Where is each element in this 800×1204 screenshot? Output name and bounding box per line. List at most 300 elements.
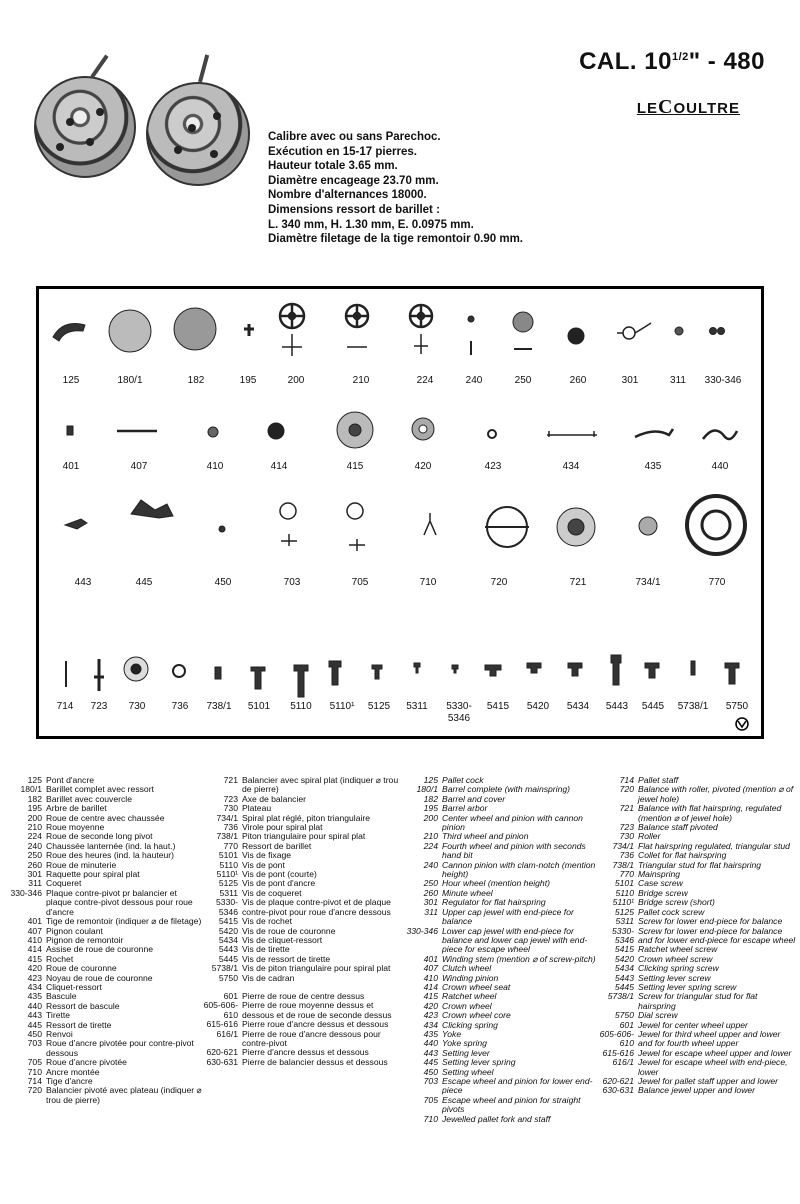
legend-part-description: Barillet avec couvercle (46, 793, 132, 804)
legend-part-description: Bridge screw (short) (638, 897, 715, 908)
legend-part-number: 620-621 (206, 1047, 238, 1058)
legend-row (4, 889, 204, 917)
legend-part-number: 401 (27, 916, 42, 927)
legend-part-number: 710 (423, 1113, 438, 1124)
legend-part-description: Renvoi (46, 1028, 73, 1039)
legend-part-description: Clicking spring screw (638, 963, 719, 974)
part-number: 5445 (641, 701, 665, 712)
legend-french-col1 (4, 776, 204, 1105)
specifications (268, 130, 523, 247)
part-414-crown-wheel-seat-icon (268, 423, 284, 439)
part-195-barrel-arbor-icon (244, 324, 254, 336)
legend-part-description: Vis de fixage (242, 850, 292, 861)
part-5415-ratchet-screw-icon (485, 665, 501, 676)
legend-part-number: 615-616 (602, 1047, 634, 1058)
legend-part-description: Winding pinion (442, 972, 499, 983)
legend-part-description: Pierre de roue d'ancre dessous pour contre-pivot (242, 1028, 381, 1048)
legend-part-number: 423 (27, 972, 42, 983)
part-734-1-flat-hairspring-icon (639, 517, 657, 535)
winding-stem-image-1 (90, 55, 108, 79)
legend-part-description: Vis de pont (courte) (242, 869, 317, 880)
spec-line: Diamètre filetage de la tige remontoir 0.90 mm. (268, 233, 523, 246)
legend-part-number: 410 (27, 934, 42, 945)
legend-part-description: Roue de seconde long pivot (46, 831, 153, 842)
legend-part-number: 414 (27, 944, 42, 955)
legend-part-number: 240 (27, 840, 42, 851)
legend-part-description: Escape wheel and pinion for straight pivots (442, 1094, 581, 1115)
legend-part-number: 5330-5346 (216, 897, 238, 917)
legend-part-number: 330-346 (10, 887, 42, 898)
legend-part-number: 770 (223, 840, 238, 851)
part-5311-screw-icon (414, 663, 420, 673)
part-number: 5434 (566, 701, 590, 712)
legend-part-number: 703 (27, 1038, 42, 1049)
legend-part-number: 605-606-610 (203, 1000, 238, 1020)
legend-part-description: Barillet complet avec ressort (46, 784, 154, 795)
legend-part-description: Roue des heures (ind. la hauteur) (46, 850, 175, 861)
legend-part-number: 182 (27, 793, 42, 804)
legend-part-number: 5125 (614, 906, 634, 917)
part-210-third-wheel-icon (346, 305, 368, 347)
legend-row (400, 1096, 600, 1115)
legend-part-number: 450 (27, 1028, 42, 1039)
legend-part-description: Setting lever spring screw (638, 981, 737, 992)
part-721-balance-spring-icon (557, 508, 595, 546)
legend-part-description: Barrel complete (with mainspring) (442, 784, 570, 795)
legend-row (400, 842, 600, 861)
legend-part-number: 125 (27, 775, 42, 785)
part-5750-dial-screw-icon (725, 663, 739, 684)
part-number: 410 (206, 461, 224, 472)
legend-part-description: Vis de ressort de tirette (242, 953, 331, 964)
legend-part-number: 734/1 (216, 812, 238, 823)
part-number: 311 (670, 375, 686, 386)
legend-row (596, 992, 796, 1011)
legend-part-number: 250 (27, 850, 42, 861)
part-736-collet-icon (173, 665, 185, 677)
part-125-pallet-cock-icon (53, 324, 85, 342)
part-311-cap-jewel-icon (675, 327, 683, 335)
legend-english-col1 (400, 776, 600, 1124)
legend-part-number: 738/1 (216, 831, 238, 842)
legend-part-number: 420 (27, 963, 42, 974)
legend-part-number: 224 (423, 840, 438, 851)
legend-part-number: 705 (27, 1057, 42, 1068)
legend-part-description: Coqueret (46, 878, 82, 889)
part-number: 738/1 (206, 701, 232, 712)
movement-bridge-side-image (146, 82, 250, 186)
legend-part-description: Ancre montée (46, 1066, 100, 1077)
legend-part-description: Balance with roller, pivoted (mention ⌀ of jewel hole) (638, 784, 794, 804)
parts-panel (36, 286, 764, 739)
part-738-1-stud-icon (215, 667, 221, 679)
legend-part-description: Pignon coulant (46, 925, 103, 936)
legend-part-description: Bascule (46, 991, 77, 1002)
legend-part-number: 311 (424, 906, 438, 917)
legend-part-number: 5110¹ (216, 869, 238, 880)
legend-part-number: 180/1 (416, 784, 438, 795)
legend-part-number: 734/1 (612, 840, 634, 851)
part-number: 730 (128, 701, 146, 712)
legend-part-number: 182 (423, 793, 438, 804)
legend-part-description: Plateau (242, 803, 272, 814)
legend-row (596, 1030, 796, 1049)
legend-row (200, 974, 400, 983)
part-number: 723 (90, 701, 108, 712)
part-number: 5750 (725, 701, 749, 712)
legend-part-number: 414 (423, 981, 438, 992)
part-number: 705 (351, 577, 369, 588)
legend-part-number: 720 (619, 784, 634, 795)
legend-part-number: 5110 (615, 887, 634, 898)
part-number: 420 (414, 461, 432, 472)
legend-part-description: Setting lever (442, 1047, 490, 1058)
legend-part-number: 616/1 (612, 1057, 634, 1068)
part-5445-setting-spring-screw-icon (645, 663, 659, 678)
legend-part-description: Rochet (46, 953, 74, 964)
part-number: 330-346 (704, 375, 742, 386)
legend-part-number: 410 (423, 972, 438, 983)
legend-part-number: 5443 (218, 944, 238, 955)
legend-row (4, 1086, 204, 1105)
legend-part-description: Screw for lower end-piece for balance (638, 916, 783, 927)
legend-row (200, 1030, 400, 1049)
legend-part-description: Setting lever spring (442, 1057, 516, 1068)
legend-part-number: 620-621 (602, 1076, 634, 1086)
part-number: 5415 (486, 701, 510, 712)
legend-part-number: 705 (423, 1094, 438, 1105)
legend-part-description: Pignon de remontoir (46, 934, 124, 945)
legend-row (400, 814, 600, 833)
legend-part-number: 443 (423, 1047, 438, 1058)
legend-part-number: 5415 (614, 944, 634, 955)
legend-part-description: Balancier avec spiral plat (indiquer ⌀ trou de pierre) (242, 775, 399, 795)
part-number: 770 (708, 577, 726, 588)
legend-part-number: 450 (423, 1066, 438, 1077)
legend-part-number: 415 (27, 953, 42, 964)
legend-part-description: Collet for flat hairspring (638, 850, 727, 861)
legend-part-number: 5311 (219, 887, 238, 898)
part-number: 714 (56, 701, 74, 712)
legend-english-col2 (596, 776, 796, 1096)
legend-part-description: Crown wheel seat (442, 981, 511, 992)
legend-part-number: 605-606-610 (599, 1028, 634, 1049)
legend-part-description: Balance jewel upper and lower (638, 1085, 756, 1096)
legend-part-description: Barrel arbor (442, 803, 488, 814)
legend-part-description: Balance with flat hairspring, regulated (mention ⌀ of jewel hole) (638, 803, 782, 823)
part-5420-crown-screw-icon (527, 663, 541, 673)
legend-part-number: 435 (423, 1028, 438, 1039)
movement-dial-side-image (34, 76, 136, 178)
legend-part-description: Vis de piton triangulaire pour spiral plat (242, 963, 391, 974)
legend-part-description: Roue de couronne (46, 963, 117, 974)
legend-part-description: Ratchet wheel screw (638, 944, 718, 955)
part-number: 407 (130, 461, 148, 472)
legend-part-number: 5311 (615, 916, 634, 927)
legend-part-description: Jewel for third wheel upper and lower and for fourth wheel upper (638, 1028, 781, 1049)
legend-part-description: Setting lever screw (638, 972, 711, 983)
legend-part-number: 210 (27, 822, 42, 833)
legend-part-description: Ressort de tirette (46, 1019, 112, 1030)
legend-part-description: Ressort de bascule (46, 1000, 120, 1011)
part-240-cannon-pinion-icon (468, 316, 474, 322)
legend-part-description: Pierre d'ancre dessus et dessous (242, 1047, 369, 1058)
part-180-1-barrel-icon (109, 310, 151, 352)
part-720-balance-icon (485, 507, 529, 547)
part-number: 210 (352, 375, 370, 386)
part-443-setting-lever-icon (65, 519, 87, 529)
legend-part-number: 200 (423, 812, 438, 823)
legend-part-number: 5750 (614, 1010, 634, 1021)
legend-part-description: Vis de cliquet-ressort (242, 934, 323, 945)
part-420-crown-wheel-icon (412, 418, 434, 440)
legend-part-description: Flat hairspring regulated, triangular stud (638, 840, 790, 851)
legend-row (200, 1058, 400, 1067)
legend-part-description: Triangular stud for flat hairspring (638, 859, 762, 870)
legend-row (596, 927, 796, 946)
part-number: 5311 (406, 701, 428, 712)
legend-row (400, 1077, 600, 1096)
part-5110-bridge-screw-icon (294, 665, 308, 697)
part-number: 5420 (526, 701, 550, 712)
legend-part-number: 616/1 (216, 1028, 238, 1039)
legend-part-description: Regulator for flat hairspring (442, 897, 546, 908)
part-number: 5738/1 (677, 701, 709, 712)
legend-part-description: Vis de rochet (242, 916, 293, 927)
part-5330-5346-screw-icon (452, 665, 458, 673)
part-410-winding-pinion-icon (208, 427, 218, 437)
legend-part-description: Crown wheel (442, 1000, 492, 1011)
legend-part-description: Tige d'ancre (46, 1076, 93, 1086)
legend-part-description: Balancier pivoté avec plateau (indiquer ⌀ trou de pierre) (46, 1085, 202, 1105)
legend-part-number: 445 (27, 1019, 42, 1030)
part-number: 443 (74, 577, 92, 588)
part-number: 5110¹ (329, 701, 355, 712)
legend-part-description: Fourth wheel and pinion with seconds hand bit (442, 840, 586, 861)
legend-part-number: 435 (27, 991, 42, 1002)
legend-part-description: Ressort de barillet (242, 840, 312, 851)
legend-part-number: 730 (619, 831, 634, 842)
part-730-roller-icon (124, 657, 148, 681)
part-number: 5443 (605, 701, 629, 712)
part-number: 250 (514, 375, 532, 386)
legend-part-description: Jewelled pallet fork and staff (442, 1113, 551, 1124)
legend-part-number: 415 (423, 991, 438, 1002)
legend-part-number: 240 (423, 859, 438, 870)
legend-part-description: Vis de tirette (242, 944, 290, 955)
legend-part-number: 710 (27, 1066, 42, 1077)
legend-part-description: Clicking spring (442, 1019, 498, 1030)
spec-line: Calibre avec ou sans Parechoc. (268, 131, 441, 143)
legend-part-description: Axe de balancier (242, 793, 307, 804)
calibre-title: CAL. $10^{1/2}$" - 480 (579, 48, 765, 75)
legend-part-description: Roue moyenne (46, 822, 105, 833)
spec-line: Hauteur totale 3.65 mm. (268, 160, 398, 173)
legend-part-number: 721 (619, 803, 634, 814)
legend-part-description: Arbre de barillet (46, 803, 107, 814)
legend-part-description: Piton triangulaire pour spiral plat (242, 831, 366, 842)
legend-part-description: Jewel for escape wheel with end-piece, lower (638, 1057, 788, 1077)
legend-part-description: Tirette (46, 1010, 71, 1021)
legend-part-description: Pierre de balancier dessus et dessous (242, 1056, 388, 1067)
legend-part-description: Hour wheel (mention height) (442, 878, 550, 889)
legend-part-description: Mainspring (638, 869, 681, 880)
part-number: 182 (187, 375, 205, 386)
part-770-mainspring-icon (687, 496, 745, 554)
part-5434-clicking-screw-icon (568, 663, 582, 676)
legend-part-number: 5434 (614, 963, 634, 974)
legend-part-description: Winding stem (mention ⌀ of screw-pitch) (442, 953, 596, 964)
legend-part-number: 736 (223, 822, 238, 833)
legend-part-number: 224 (27, 831, 42, 842)
part-number: 5101 (247, 701, 271, 712)
legend-row (400, 927, 600, 955)
legend-part-description: Vis de roue de couronne (242, 925, 336, 936)
parts-illustrations (39, 289, 761, 736)
legend-part-description: Crown wheel core (442, 1010, 511, 1021)
legend-part-description: Chaussée lanternée (ind. la haut.) (46, 840, 176, 851)
legend-part-description: Clutch wheel (442, 963, 492, 974)
legend-part-description: Vis de plaque contre-pivot et de plaque contre-pivot pour roue d'ancre dessous (242, 897, 391, 917)
part-5125-pallet-cock-screw-icon (372, 665, 382, 679)
legend-part-number: 5750 (218, 972, 238, 983)
legend-part-description: Pallet cock (442, 775, 484, 785)
part-224-fourth-wheel-icon (410, 305, 432, 354)
legend-part-description: Cannon pinion with clam-notch (mention height) (442, 859, 596, 880)
legend-part-description: Dial screw (638, 1010, 678, 1021)
part-401-winding-stem-icon (67, 426, 73, 435)
legend-part-number: 723 (619, 822, 634, 833)
legend-part-number: 260 (27, 859, 42, 870)
part-number: 5330- (446, 701, 472, 712)
legend-row (200, 898, 400, 917)
part-number: 224 (416, 375, 434, 386)
legend-part-number: 630-631 (602, 1085, 634, 1096)
spec-line: Diamètre encageage 23.70 mm. (268, 174, 439, 187)
part-number: 301 (621, 375, 639, 386)
legend-part-description: Jewel for pallet staff upper and lower (638, 1076, 778, 1086)
legend-row (400, 908, 600, 927)
legend-part-number: 5125 (218, 878, 238, 889)
legend-part-description: Roue d'ancre pivotée pour contre-pivot dessous (46, 1038, 194, 1058)
part-723-balance-staff-icon (94, 659, 104, 691)
part-434-clicking-spring-icon (547, 431, 597, 437)
legend-part-number: 440 (423, 1038, 438, 1049)
legend-part-number: 260 (423, 887, 438, 898)
legend-part-number: 5330-5346 (612, 925, 634, 945)
part-200-center-wheel-icon (280, 304, 304, 356)
legend-part-number: 407 (423, 963, 438, 974)
part-710-pallet-fork-icon (424, 513, 436, 535)
part-330-346-cap-jewels-icon (710, 328, 725, 335)
legend-part-number: 703 (423, 1076, 438, 1086)
legend-part-description: Balance staff pivoted (638, 822, 718, 833)
legend-part-number: 720 (27, 1085, 42, 1096)
legend-part-number: 195 (423, 803, 438, 814)
legend-part-number: 630-631 (206, 1056, 238, 1067)
legend-part-number: 5101 (218, 850, 238, 861)
legend-part-description: Minute wheel (442, 887, 493, 898)
legend-part-number: 5445 (218, 953, 238, 964)
legend-part-number: 407 (27, 925, 42, 936)
legend-part-number: 311 (28, 878, 42, 889)
part-423-crown-wheel-core-icon (488, 430, 496, 438)
legend-part-description: Third wheel and pinion (442, 831, 529, 842)
part-5110-1-bridge-screw-short-icon (329, 661, 341, 685)
legend-part-number: 5445 (614, 981, 634, 992)
legend-row (400, 861, 600, 880)
part-number: 450 (214, 577, 232, 588)
legend-part-number: 443 (27, 1010, 42, 1021)
legend-part-description: Noyau de roue de couronne (46, 972, 153, 983)
part-number: 5125 (367, 701, 391, 712)
frame-logo-mark (735, 717, 749, 731)
legend-part-number: 434 (423, 1019, 438, 1030)
legend-part-description: Pallet staff (638, 775, 679, 785)
part-number: 434 (562, 461, 580, 472)
legend-part-description: Bridge screw (638, 887, 688, 898)
legend-part-description: Jewel for escape wheel upper and lower (638, 1047, 792, 1058)
spec-line: Exécution en 15-17 pierres. (268, 145, 417, 158)
legend-row (200, 776, 400, 795)
part-number: 240 (465, 375, 483, 386)
part-301-regulator-icon (617, 323, 651, 339)
part-number: 721 (569, 577, 587, 588)
legend-part-number: 5738/1 (211, 963, 238, 974)
legend-part-number: 5101 (614, 878, 634, 889)
legend-part-number: 714 (27, 1076, 42, 1086)
part-number: 401 (62, 461, 80, 472)
legend-part-description: Ratchet wheel (442, 991, 497, 1002)
legend-part-number: 5738/1 (607, 991, 634, 1002)
part-number: 414 (270, 461, 288, 472)
spec-line: Dimensions ressort de barillet : (268, 203, 440, 216)
legend-part-description: Center wheel and pinion with cannon pinion (442, 812, 583, 833)
part-number: 734/1 (635, 577, 661, 588)
legend-part-description: Roue d'ancre pivotée (46, 1057, 127, 1068)
part-703-escape-wheel-icon (280, 503, 297, 546)
legend-part-number: 730 (223, 803, 238, 814)
legend-part-number: 5420 (614, 953, 634, 964)
brand-logo: LECOULTRE (636, 96, 740, 118)
spec-line: L. 340 mm, H. 1.30 mm, E. 0.0975 mm. (268, 218, 474, 231)
legend-part-description: Yoke (442, 1028, 462, 1039)
part-250-hour-wheel-icon (513, 312, 533, 332)
part-number: 200 (287, 375, 305, 386)
legend-part-description: Cliquet-ressort (46, 981, 102, 992)
part-number: 5346 (447, 713, 471, 724)
legend-part-description: Vis de coqueret (242, 887, 302, 898)
legend-part-number: 434 (27, 981, 42, 992)
part-450-setting-wheel-icon (219, 526, 225, 532)
part-number: 5110 (290, 701, 312, 712)
legend-part-number: 5415 (218, 916, 238, 927)
legend-part-number: 210 (423, 831, 438, 842)
legend-part-description: Setting wheel (442, 1066, 494, 1077)
legend-part-description: Virole pour spiral plat (242, 822, 323, 833)
legend-row (400, 1115, 600, 1124)
legend-part-description: Case screw (638, 878, 683, 889)
legend-part-number: 250 (423, 878, 438, 889)
legend-row (596, 785, 796, 804)
legend-part-description: Vis de cadran (242, 972, 295, 983)
legend-part-description: Pallet cock screw (638, 906, 705, 917)
legend-part-description: Pierre de roue moyenne dessus et dessous et de roue de seconde dessus (242, 1000, 392, 1020)
legend-part-number: 401 (423, 953, 438, 964)
legend-part-number: 440 (27, 1000, 42, 1011)
part-number: 736 (171, 701, 189, 712)
legend-part-description: Pierre de roue de centre dessus (242, 990, 365, 1001)
